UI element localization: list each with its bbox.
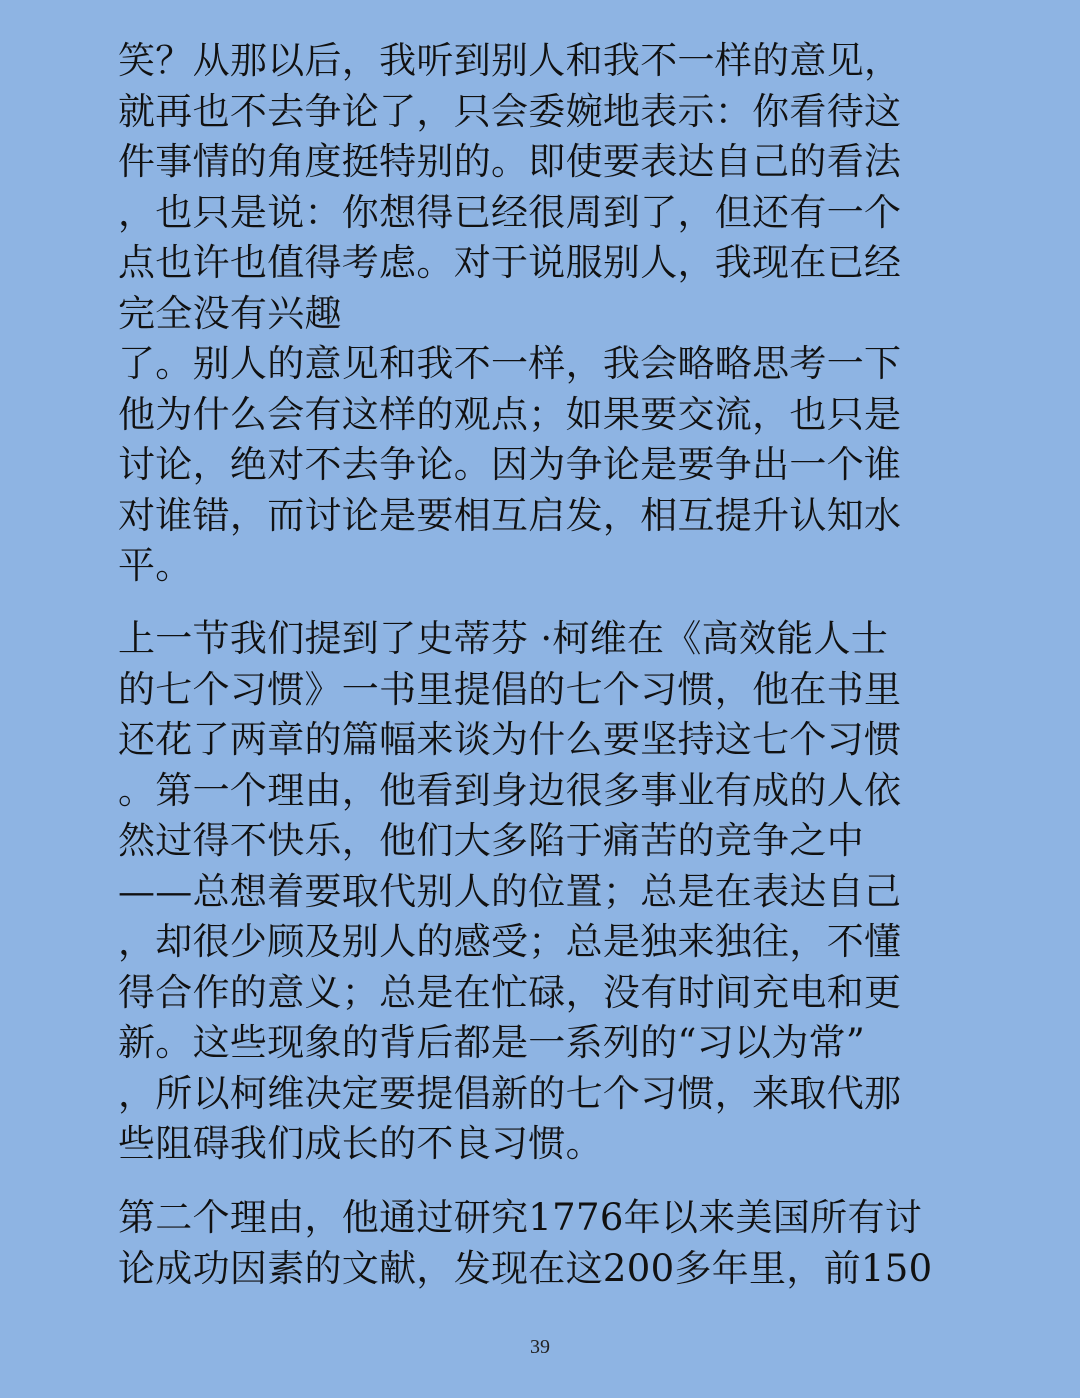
text-line: 完全没有兴趣 [118, 291, 342, 335]
text-line: ——总想着要取代别人的位置；总是在表达自己 [118, 869, 902, 913]
page-number: 39 [530, 1336, 550, 1358]
text-line: 他为什么会有这样的观点；如果要交流，也只是 [118, 392, 902, 436]
text-line: 笑？从那以后，我听到别人和我不一样的意见， [118, 39, 902, 82]
text-line: 就再也不去争论了，只会委婉地表示：你看待这 [118, 89, 902, 133]
text-line: 的七个习惯》一书里提倡的七个习惯，他在书里 [118, 667, 902, 711]
text-line: 第二个理由，他通过研究1776年以来美国所有讨 [118, 1196, 923, 1239]
text-line: ，却很少顾及别人的感受；总是独来独往，不懂 [118, 920, 902, 963]
text-line: 还花了两章的篇幅来谈为什么要坚持这七个习惯 [118, 718, 902, 761]
paragraph-2 [118, 614, 948, 1170]
text-line: 得合作的意义；总是在忙碌，没有时间充电和更 [118, 970, 902, 1014]
text-line: 了。别人的意见和我不一样，我会略略思考一下 [118, 342, 902, 385]
text-line: 点也许也值得考虑。对于说服别人，我现在已经 [118, 241, 902, 284]
text-line: 些阻碍我们成长的不良习惯。 [118, 1122, 603, 1165]
text-line: 上一节我们提到了史蒂芬 ·柯维在《高效能人士 [118, 617, 889, 660]
text-line: 对谁错，而讨论是要相互启发，相互提升认知水 [118, 493, 902, 537]
text-line: 。第一个理由，他看到身边很多事业有成的人依 [118, 768, 902, 812]
text-line: ，也只是说：你想得已经很周到了，但还有一个 [118, 190, 902, 234]
text-line: 新。这些现象的背后都是一系列的“习以为常” [118, 1021, 866, 1064]
text-line: 论成功因素的文献，发现在这200多年里，前150 [118, 1246, 933, 1290]
text-line: 平。 [118, 544, 193, 587]
paragraph-3 [118, 1193, 948, 1294]
paragraph-1 [118, 36, 948, 592]
text-line: ，所以柯维决定要提倡新的七个习惯，来取代那 [118, 1071, 902, 1115]
text-line: 讨论，绝对不去争论。因为争论是要争出一个谁 [118, 443, 902, 486]
text-line: 然过得不快乐，他们大多陷于痛苦的竞争之中 [118, 819, 864, 862]
text-line: 件事情的角度挺特别的。即使要表达自己的看法 [118, 140, 902, 183]
